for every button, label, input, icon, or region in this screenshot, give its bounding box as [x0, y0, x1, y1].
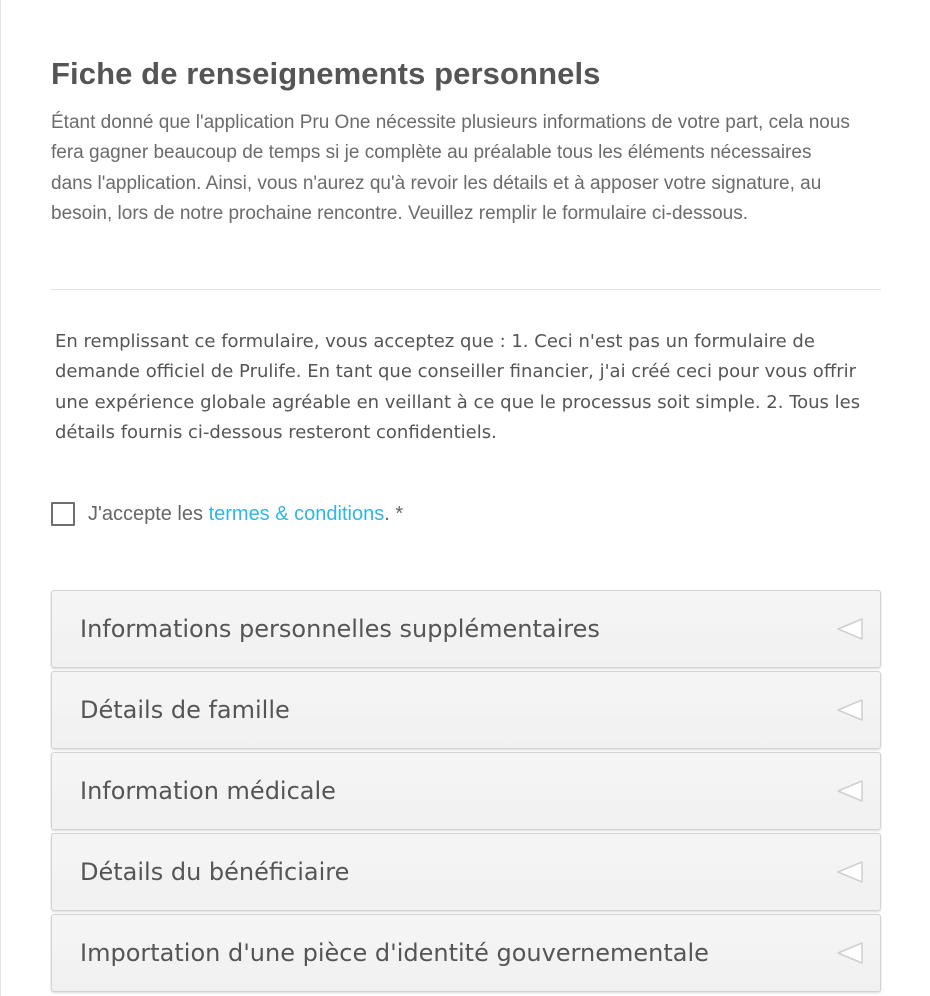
accordion-id-upload[interactable]	[51, 914, 881, 992]
accordion-label: Détails de famille	[80, 696, 290, 724]
terms-suffix: .	[384, 502, 390, 525]
page-edge	[0, 0, 1, 996]
collapse-arrow-icon	[836, 699, 864, 721]
intro-paragraph: Étant donné que l'application Pru One nécessite plusieurs informations de votre part, cela nous fera gagner beaucoup de temps si je complète au préalable tous les éléments nécessaires dans l'application. Ainsi, vous n'aurez qu'à revoir les détails et à apposer votre signature, au besoin, lors de notre prochaine rencontre. Veuillez remplir le formulaire ci-dessous.	[51, 112, 850, 224]
accordion-label: Informations personnelles supplémentaires	[80, 615, 600, 643]
collapse-arrow-icon	[836, 942, 864, 964]
accordion-personal-info[interactable]	[51, 590, 881, 668]
section-divider	[51, 289, 881, 290]
collapse-arrow-icon	[836, 780, 864, 802]
accordion-label: Information médicale	[80, 777, 336, 805]
collapse-arrow-icon	[836, 618, 864, 640]
required-marker: *	[395, 502, 404, 525]
terms-prefix: J'accepte les	[88, 502, 203, 525]
terms-label	[88, 503, 403, 526]
terms-row	[51, 500, 403, 528]
accordion-list	[51, 590, 881, 995]
accordion-family-details[interactable]	[51, 671, 881, 749]
agreement-paragraph: En remplissant ce formulaire, vous acceptez que : 1. Ceci n'est pas un formulaire de demande officiel de Prulife. En tant que conseiller financier, j'ai créé ceci pour vous offrir une expérience globale agréable en veillant à ce que le processus soit simple. 2. Tous les détails fournis ci-dessous resteront confidentiels.	[55, 331, 861, 443]
accordion-medical-info[interactable]	[51, 752, 881, 830]
terms-checkbox[interactable]	[51, 502, 75, 526]
terms-link[interactable]: termes & conditions	[208, 502, 385, 525]
accordion-beneficiary-details[interactable]	[51, 833, 881, 911]
page-title: Fiche de renseignements personnels	[51, 56, 601, 91]
accordion-label: Détails du bénéficiaire	[80, 858, 350, 886]
collapse-arrow-icon	[836, 861, 864, 883]
accordion-label: Importation d'une pièce d'identité gouvernementale	[80, 939, 709, 967]
